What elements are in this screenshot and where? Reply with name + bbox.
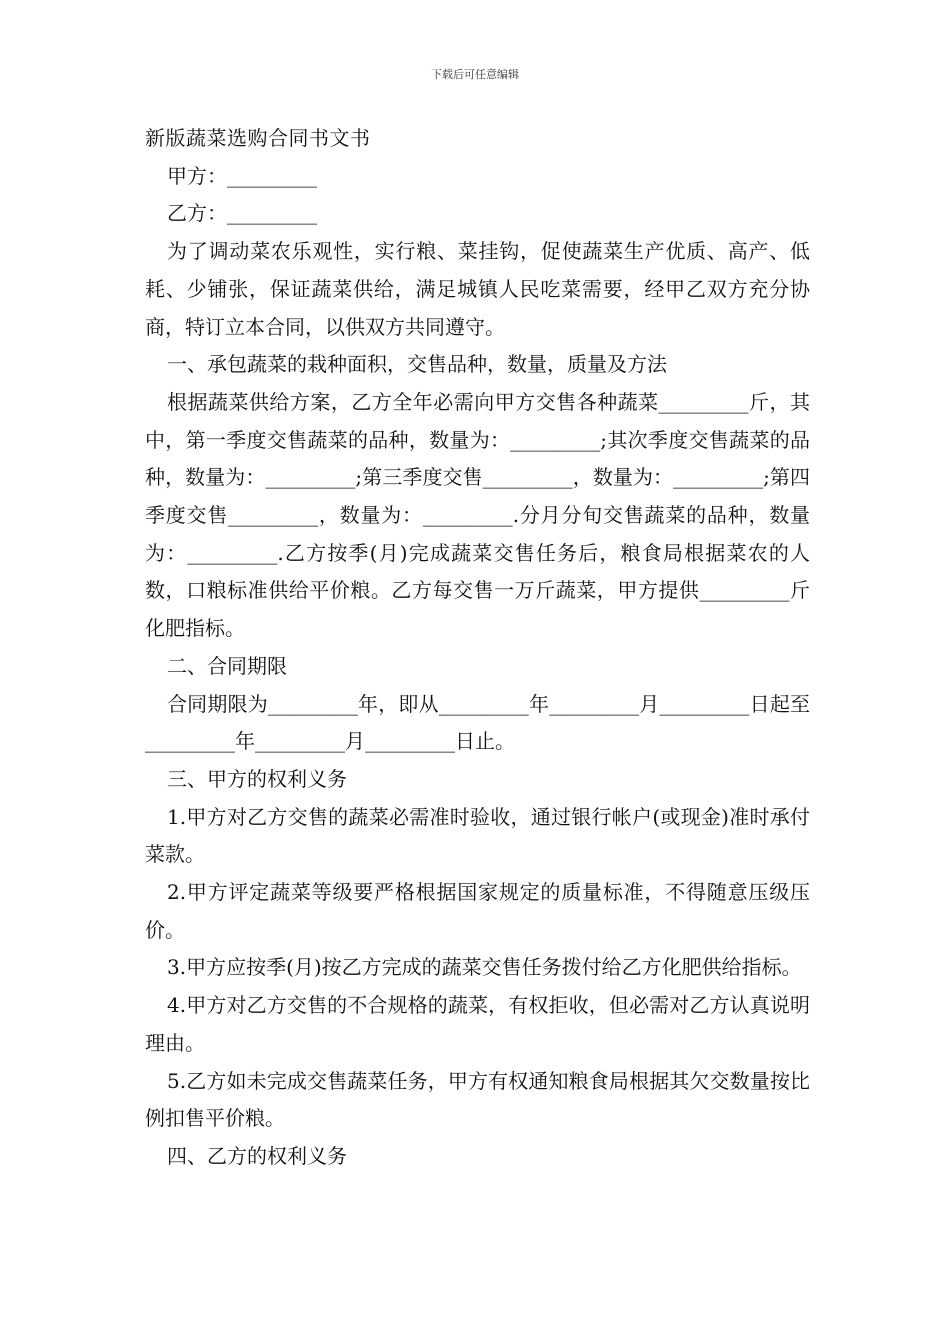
document-title: 新版蔬菜选购合同书文书 bbox=[145, 126, 371, 150]
page-header: 下载后可任意编辑 bbox=[431, 68, 519, 81]
document-body bbox=[145, 120, 810, 1176]
section-3-item: 4.甲方对乙方交售的不合规格的蔬菜，有权拒收，但必需对乙方认真说明理由。 bbox=[145, 993, 810, 1055]
section-3-item: 5.乙方如未完成交售蔬菜任务，甲方有权通知粮食局根据其欠交数量按比例扣售平价粮。 bbox=[145, 1068, 810, 1131]
party-b-line: 乙方：_________ bbox=[167, 201, 317, 226]
section-3-item: 1.甲方对乙方交售的蔬菜必需准时验收，通过银行帐户(或现金)准时承付菜款。 bbox=[145, 804, 810, 867]
section-1-heading: 一、承包蔬菜的栽种面积，交售品种，数量，质量及方法 bbox=[167, 352, 667, 377]
intro-paragraph: 为了调动菜农乐观性，实行粮、菜挂钩，促使蔬菜生产优质、高产、低耗、少铺张，保证蔬菜供给，满足城镇人民吃菜需要，经甲乙双方充分协商，特订立本合同，以供双方共同遵守。 bbox=[145, 239, 810, 339]
section-2-heading: 二、合同期限 bbox=[167, 653, 287, 678]
party-a-line: 甲方：_________ bbox=[167, 163, 317, 188]
section-1-paragraph: 根据蔬菜供给方案，乙方全年必需向甲方交售各种蔬菜_________斤，其中，第一季度交售蔬菜的品种，数量为：_________;其次季度交售蔬菜的品种，数量为：_________;第三季度交售_________，数量为：_________;第四季度交售_________，数量为：_________.分月分旬交售蔬菜的品种，数量为：_________.乙方按季(月)完成蔬菜交售任务后，粮食局根据菜农的人数，口粮标准供给平价粮。乙方每交售一万斤蔬菜，甲方提供_________斤化肥指标。 bbox=[145, 389, 810, 641]
section-4-heading: 四、乙方的权利义务 bbox=[167, 1143, 347, 1168]
section-3-item: 2.甲方评定蔬菜等级要严格根据国家规定的质量标准，不得随意压级压价。 bbox=[145, 880, 810, 942]
section-2-paragraph: 合同期限为_________年，即从_________年_________月_________日起至_________年_________月_________日止。 bbox=[145, 691, 810, 754]
section-3-heading: 三、甲方的权利义务 bbox=[167, 766, 347, 791]
section-3-item: 3.甲方应按季(月)按乙方完成的蔬菜交售任务拨付给乙方化肥供给指标。 bbox=[167, 955, 802, 980]
